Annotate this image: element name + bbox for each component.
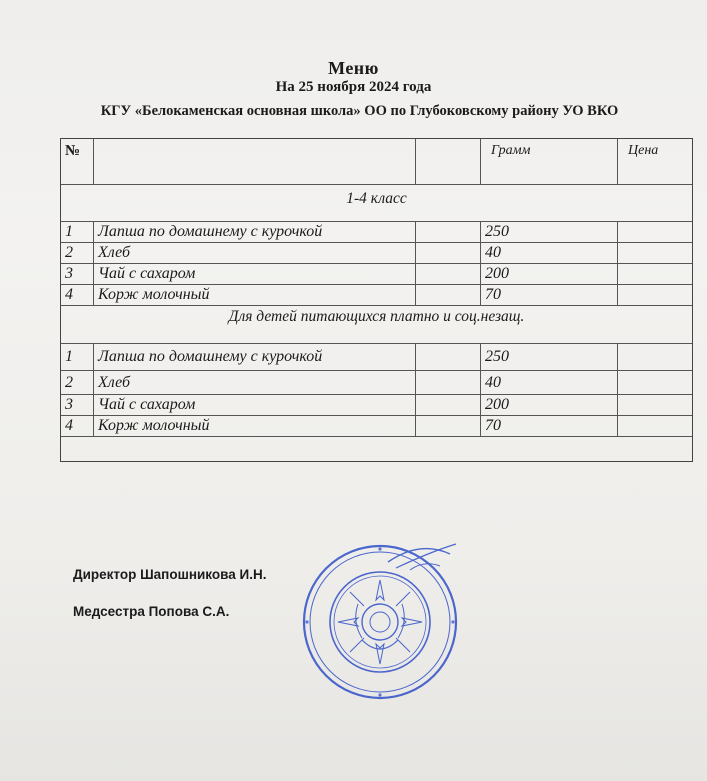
table-row bbox=[61, 416, 692, 437]
item-gram: 250 bbox=[481, 344, 618, 370]
item-price bbox=[618, 416, 692, 436]
item-gram: 250 bbox=[481, 222, 618, 242]
section-title-1: 1-4 класс bbox=[346, 190, 407, 207]
table-header-row bbox=[61, 139, 692, 185]
item-name: Чай с сахаром bbox=[94, 264, 416, 284]
menu-table bbox=[60, 138, 693, 462]
item-name: Корж молочный bbox=[94, 285, 416, 305]
item-name: Хлеб bbox=[94, 243, 416, 263]
table-row bbox=[61, 243, 692, 264]
item-num: 4 bbox=[61, 416, 94, 436]
column-header-gram: Грамм bbox=[481, 139, 618, 184]
table-row bbox=[61, 222, 692, 243]
item-empty bbox=[416, 264, 481, 284]
director-signature-line: Директор Шапошникова И.Н. bbox=[73, 567, 267, 582]
item-num: 1 bbox=[61, 344, 94, 370]
item-gram: 200 bbox=[481, 264, 618, 284]
item-num: 3 bbox=[61, 264, 94, 284]
item-gram: 200 bbox=[481, 395, 618, 415]
document-date: На 25 ноября 2024 года bbox=[275, 79, 432, 95]
item-name: Хлеб bbox=[94, 371, 416, 394]
item-empty bbox=[416, 395, 481, 415]
item-price bbox=[618, 371, 692, 394]
column-header-empty bbox=[416, 139, 481, 184]
item-name: Чай с сахаром bbox=[94, 395, 416, 415]
section-title-2: Для детей питающихся платно и соц.незащ. bbox=[228, 308, 525, 325]
item-gram: 70 bbox=[481, 285, 618, 305]
item-empty bbox=[416, 371, 481, 394]
table-row bbox=[61, 371, 692, 395]
item-price bbox=[618, 222, 692, 242]
table-empty-row bbox=[61, 437, 692, 461]
item-price bbox=[618, 395, 692, 415]
item-price bbox=[618, 344, 692, 370]
item-num: 1 bbox=[61, 222, 94, 242]
item-num: 2 bbox=[61, 371, 94, 394]
item-empty bbox=[416, 416, 481, 436]
column-header-num: № bbox=[61, 139, 94, 184]
column-header-name bbox=[94, 139, 416, 184]
item-num: 3 bbox=[61, 395, 94, 415]
item-num: 4 bbox=[61, 285, 94, 305]
item-empty bbox=[416, 344, 481, 370]
item-gram: 40 bbox=[481, 243, 618, 263]
item-num: 2 bbox=[61, 243, 94, 263]
item-name: Лапша по домашнему с курочкой bbox=[94, 222, 416, 242]
table-row bbox=[61, 344, 692, 371]
column-header-price: Цена bbox=[628, 143, 659, 158]
item-empty bbox=[416, 243, 481, 263]
item-name: Лапша по домашнему с курочкой bbox=[94, 344, 416, 370]
table-row bbox=[61, 395, 692, 416]
item-price bbox=[618, 285, 692, 305]
round-official-seal-icon bbox=[300, 540, 460, 700]
item-name: Корж молочный bbox=[94, 416, 416, 436]
nurse-signature-line: Медсестра Попова С.А. bbox=[73, 604, 230, 619]
section-title-row bbox=[61, 185, 692, 222]
organization-name: КГУ «Белокаменская основная школа» ОО по Глубоковскому району УО ВКО bbox=[100, 103, 619, 119]
item-empty bbox=[416, 285, 481, 305]
item-empty bbox=[416, 222, 481, 242]
item-price bbox=[618, 243, 692, 263]
item-gram: 70 bbox=[481, 416, 618, 436]
section-title-row bbox=[61, 306, 692, 344]
table-row bbox=[61, 264, 692, 285]
item-gram: 40 bbox=[481, 371, 618, 394]
item-price bbox=[618, 264, 692, 284]
document-title: Меню bbox=[328, 58, 379, 78]
table-row bbox=[61, 285, 692, 306]
